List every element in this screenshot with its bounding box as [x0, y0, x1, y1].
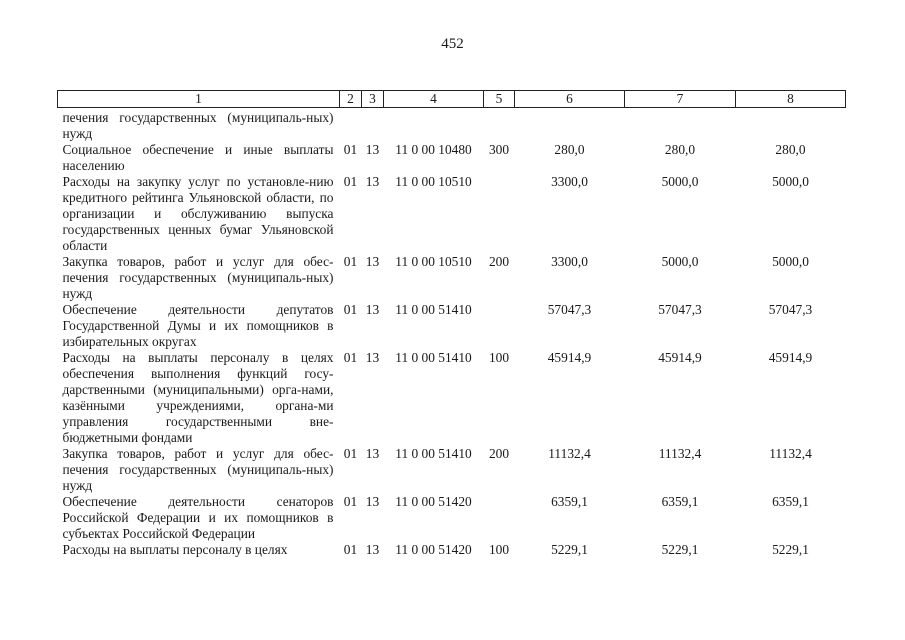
row-target-code: 11 0 00 51420 [395, 542, 472, 557]
row-section: 01 [343, 494, 358, 509]
row-amount-col6: 3300,0 [551, 174, 588, 189]
row-amount-col7: 45914,9 [658, 350, 702, 365]
row-amount-col6: 45914,9 [547, 350, 592, 365]
row-name: Закупка товаров, работ и услуг для обес-печения государственных (муниципаль-ных) нужд [62, 446, 334, 493]
row-amount-col8: 5000,0 [772, 174, 809, 189]
table-row [58, 494, 846, 542]
row-expense-type: 200 [488, 446, 510, 461]
table-row [58, 142, 846, 174]
row-expense-type: 100 [488, 542, 510, 557]
row-subsection: 13 [365, 174, 380, 189]
row-amount-col8 [736, 108, 846, 143]
row-expense-type: 100 [488, 350, 510, 365]
header-col-1: 1 [58, 91, 340, 108]
header-col-6: 6 [515, 91, 625, 108]
row-name: печения государственных (муниципаль-ных) нужд [62, 110, 334, 141]
row-amount-col6: 280,0 [554, 142, 585, 157]
row-expense-type [484, 494, 515, 542]
row-amount-col6 [515, 108, 625, 143]
row-target-code [384, 108, 484, 143]
header-col-7: 7 [625, 91, 736, 108]
row-section [340, 108, 362, 143]
table-row [58, 446, 846, 494]
row-amount-col7 [625, 108, 736, 143]
row-amount-col7: 5000,0 [661, 254, 699, 269]
row-expense-type [484, 174, 515, 254]
row-section: 01 [343, 142, 358, 157]
row-expense-type [484, 302, 515, 350]
row-amount-col6: 3300,0 [551, 254, 588, 269]
row-amount-col8: 280,0 [775, 142, 806, 157]
row-amount-col6: 5229,1 [551, 542, 588, 557]
row-target-code: 11 0 00 10510 [395, 174, 472, 189]
row-expense-type: 300 [488, 142, 510, 157]
row-amount-col7: 6359,1 [661, 494, 699, 509]
row-target-code: 11 0 00 51410 [395, 350, 472, 365]
header-col-8: 8 [736, 91, 846, 108]
header-col-5: 5 [484, 91, 515, 108]
row-subsection: 13 [365, 446, 380, 461]
row-expense-type: 200 [488, 254, 510, 269]
row-subsection: 13 [365, 350, 380, 365]
row-amount-col7: 280,0 [664, 142, 696, 157]
row-amount-col7: 5000,0 [661, 174, 699, 189]
row-amount-col6: 57047,3 [547, 302, 592, 317]
row-name: Расходы на выплаты персоналу в целях обеспечения выполнения функций госу-дарственными (муниципальными) орга-нами, казёнными учреждениями, органа-ми управления государственными вне-бюджетными фондами [62, 350, 334, 445]
header-col-2: 2 [340, 91, 362, 108]
table-row [58, 174, 846, 254]
row-amount-col8: 45914,9 [768, 350, 813, 365]
header-col-3: 3 [362, 91, 384, 108]
table-row [58, 542, 846, 558]
row-amount-col8: 6359,1 [772, 494, 809, 509]
row-target-code: 11 0 00 10510 [395, 254, 472, 269]
row-amount-col8: 5229,1 [772, 542, 809, 557]
header-row [58, 91, 846, 108]
row-subsection: 13 [365, 542, 380, 557]
row-name: Расходы на закупку услуг по установле-нию кредитного рейтинга Ульяновской области, по организации и обслуживанию выпуска государственных ценных бумаг Ульяновской области [62, 174, 334, 253]
row-name: Расходы на выплаты персоналу в целях [62, 542, 288, 557]
page-number: 452 [441, 36, 464, 52]
row-subsection: 13 [365, 302, 380, 317]
table-row [58, 254, 846, 302]
row-amount-col6: 11132,4 [548, 446, 591, 461]
row-section: 01 [343, 302, 358, 317]
row-name: Социальное обеспечение и иные выплаты населению [62, 142, 334, 173]
row-amount-col8: 57047,3 [768, 302, 813, 317]
row-amount-col7: 5229,1 [661, 542, 699, 557]
row-name: Закупка товаров, работ и услуг для обес-печения государственных (муниципаль-ных) нужд [62, 254, 334, 301]
row-target-code: 11 0 00 51410 [395, 302, 472, 317]
row-subsection: 13 [365, 254, 380, 269]
row-amount-col8: 5000,0 [772, 254, 809, 269]
row-subsection: 13 [365, 142, 380, 157]
header-col-4: 4 [384, 91, 484, 108]
row-target-code: 11 0 00 10480 [395, 142, 472, 157]
row-expense-type [484, 108, 515, 143]
row-amount-col7: 11132,4 [658, 446, 702, 461]
row-subsection: 13 [365, 494, 380, 509]
row-amount-col6: 6359,1 [551, 494, 588, 509]
row-name: Обеспечение деятельности сенаторов Российской Федерации и их помощников в субъектах Российской Федерации [62, 494, 334, 541]
table-row [58, 350, 846, 446]
row-subsection [362, 108, 384, 143]
row-section: 01 [343, 542, 358, 557]
row-section: 01 [343, 350, 358, 365]
row-name: Обеспечение деятельности депутатов Государственной Думы и их помощников в избирательных округах [62, 302, 334, 349]
table-row [58, 302, 846, 350]
row-target-code: 11 0 00 51410 [395, 446, 472, 461]
row-amount-col7: 57047,3 [658, 302, 702, 317]
row-amount-col8: 11132,4 [769, 446, 812, 461]
table-row [58, 108, 846, 143]
budget-table [57, 90, 846, 558]
row-section: 01 [343, 446, 358, 461]
row-section: 01 [343, 254, 358, 269]
row-section: 01 [343, 174, 358, 189]
row-target-code: 11 0 00 51420 [395, 494, 472, 509]
